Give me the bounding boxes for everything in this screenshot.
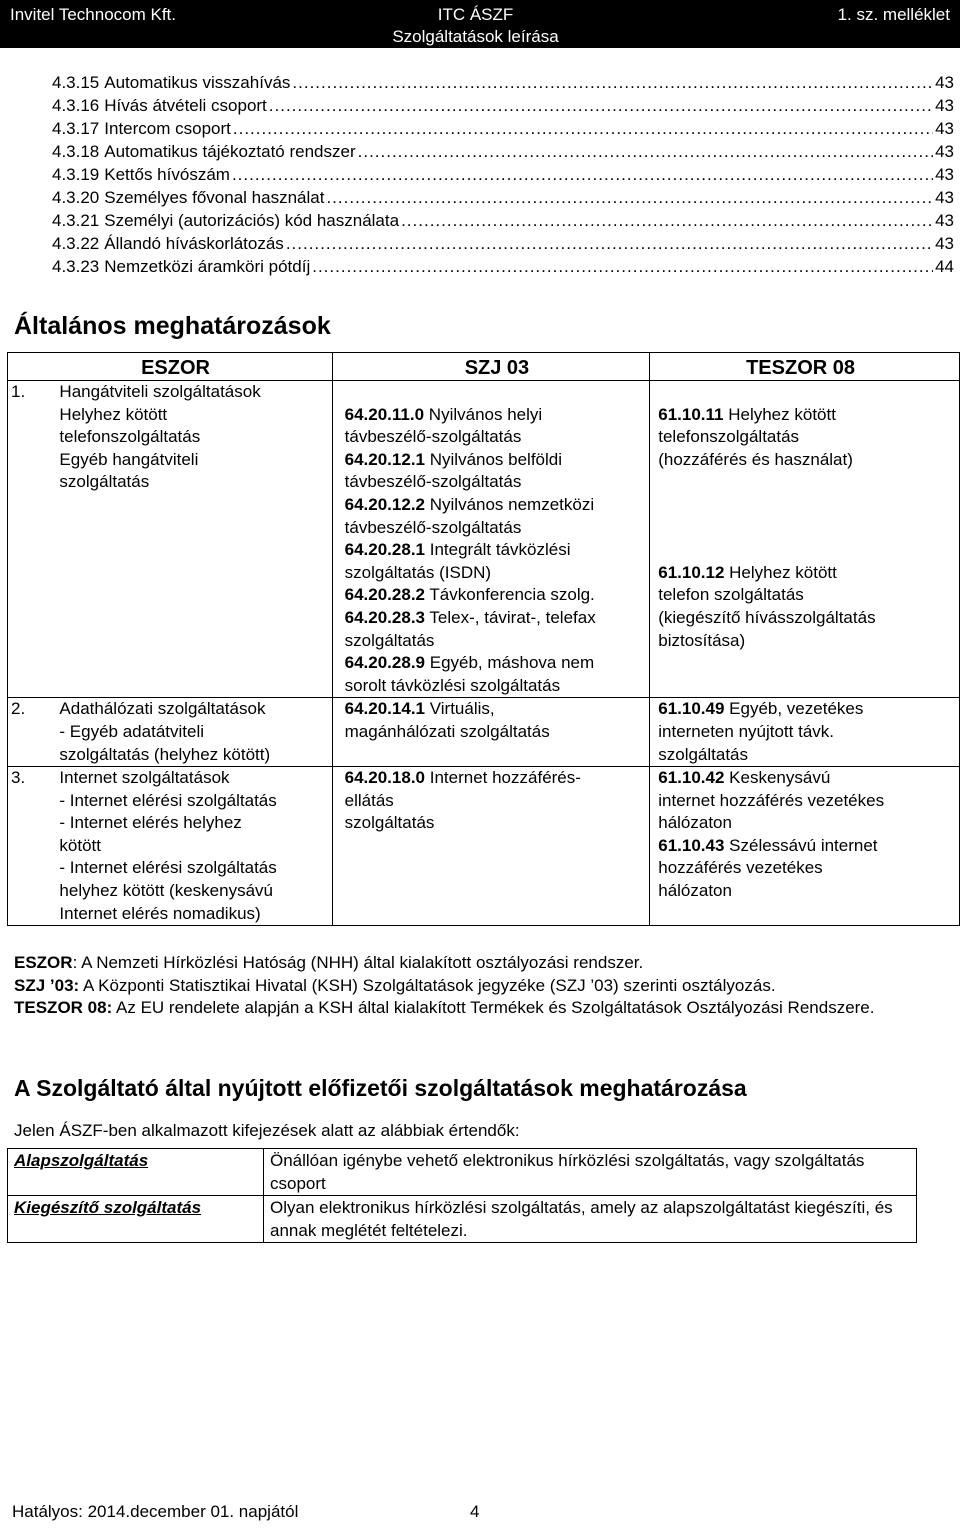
szj-code: 64.20.28.3 <box>344 607 425 627</box>
szj-code: 64.20.28.9 <box>344 653 425 673</box>
row-number: 1. <box>8 381 58 698</box>
szj-text: Nyilvános nemzetközi <box>429 494 595 514</box>
footer-page-number: 4 <box>470 1502 480 1521</box>
teszor-cell <box>650 767 960 926</box>
szj-cell <box>332 767 650 926</box>
szj-text-cont: sorolt távközlési szolgáltatás <box>344 675 561 695</box>
toc-entry[interactable] <box>52 141 954 164</box>
toc-page: 43 <box>935 142 954 161</box>
teszor-text-cont: internet hozzáférés vezetékes <box>658 790 885 810</box>
szj-entry <box>345 607 650 630</box>
toc-title: Személyi (autorizációs) kód használata <box>104 211 400 230</box>
szj-entry <box>345 652 650 675</box>
teszor-text: Egyéb, vezetékes <box>729 699 864 719</box>
toc-num: 4.3.16 <box>52 96 100 115</box>
toc-leader <box>232 164 933 186</box>
teszor-text-cont: (kiegészítő hívásszolgáltatás <box>658 607 876 627</box>
note-eszor <box>14 952 954 975</box>
teszor-text-cont: telefon szolgáltatás <box>658 585 804 605</box>
szj-text: Virtuális, <box>429 699 495 719</box>
toc-entry[interactable] <box>52 187 954 210</box>
toc-title: Hívás átvételi csoport <box>104 96 267 115</box>
eszor-line: kötött <box>59 835 102 855</box>
toc-page: 43 <box>935 96 954 115</box>
szj-code: 64.20.12.2 <box>344 494 425 514</box>
szj-text-cont: szolgáltatás <box>344 813 435 833</box>
toc-leader <box>233 118 933 140</box>
eszor-line: helyhez kötött (keskenysávú <box>59 881 273 901</box>
eszor-line: telefonszolgáltatás <box>59 427 201 447</box>
term-definition: Olyan elektronikus hírközlési szolgáltatás, amely az alapszolgáltatást kiegészíti, és annak meglétét feltételezi. <box>264 1196 917 1243</box>
toc-entry[interactable] <box>52 95 954 118</box>
toc-entry[interactable] <box>52 118 954 141</box>
teszor-text: Szélessávú internet <box>729 835 878 855</box>
toc-title: Állandó híváskorlátozás <box>104 234 284 253</box>
eszor-line: Helyhez kötött <box>59 404 168 424</box>
toc-entry[interactable] <box>52 72 954 95</box>
terms-table <box>7 1148 917 1243</box>
eszor-line: - Egyéb adatátviteli <box>59 721 205 741</box>
terms-intro: Jelen ÁSZF-ben alkalmazott kifejezések alatt az alábbiak értendők: <box>14 1121 520 1140</box>
teszor-text-cont: telefonszolgáltatás <box>658 427 800 447</box>
teszor-text-cont: hálózaton <box>658 881 732 901</box>
term-name: Kiegészítő szolgáltatás <box>8 1196 264 1243</box>
toc-leader <box>401 210 933 232</box>
teszor-entry <box>658 404 959 427</box>
szj-code: 64.20.28.1 <box>344 540 425 560</box>
szj-text: Nyilvános belföldi <box>429 449 563 469</box>
note-szj <box>14 975 954 998</box>
toc-page: 43 <box>935 211 954 230</box>
eszor-title: Adathálózati szolgáltatások <box>59 699 266 719</box>
toc-leader <box>326 187 933 209</box>
toc-title: Személyes fővonal használat <box>104 188 325 207</box>
table-row <box>8 698 960 767</box>
note-term: ESZOR <box>14 953 73 972</box>
table-row <box>8 767 960 926</box>
toc-entry[interactable] <box>52 256 954 279</box>
header-eszor: ESZOR <box>57 353 332 381</box>
page-footer <box>12 1501 480 1523</box>
toc-leader <box>286 233 933 255</box>
szj-entry <box>345 698 650 721</box>
toc-leader <box>312 256 933 278</box>
teszor-entry <box>658 562 959 585</box>
section-heading-general-definitions: Általános meghatározások <box>14 312 331 340</box>
teszor-entry <box>658 698 959 721</box>
eszor-title: Internet szolgáltatások <box>59 768 230 788</box>
table-of-contents <box>52 72 954 279</box>
szj-text: Internet hozzáférés- <box>429 768 581 788</box>
table-header-row <box>8 353 960 381</box>
szj-entry <box>345 404 650 427</box>
toc-page: 43 <box>935 73 954 92</box>
szj-code: 64.20.12.1 <box>344 449 425 469</box>
classification-table <box>7 352 960 926</box>
eszor-line: - Internet elérés helyhez <box>59 813 242 833</box>
eszor-line: Egyéb hangátviteli <box>59 449 199 469</box>
teszor-entry <box>658 767 959 790</box>
teszor-text-cont: szolgáltatás <box>658 744 749 764</box>
page-header <box>0 0 960 48</box>
note-text: : A Nemzeti Hírközlési Hatóság (NHH) által kialakított osztályozási rendszer. <box>72 953 644 972</box>
teszor-code: 61.10.12 <box>658 562 725 582</box>
eszor-cell <box>57 767 332 926</box>
szj-text-cont: távbeszélő-szolgáltatás <box>344 517 522 537</box>
header-doc-subtitle: Szolgáltatások leírása <box>392 27 559 46</box>
toc-title: Nemzetközi áramköri pótdíj <box>104 257 311 276</box>
toc-title: Kettős hívószám <box>104 165 230 184</box>
szj-entry <box>345 494 650 517</box>
term-definition: Önállóan igénybe vehető elektronikus hírközlési szolgáltatás, vagy szolgáltatás csoport <box>264 1149 917 1196</box>
header-doc-title: ITC ÁSZF <box>437 5 514 24</box>
teszor-text-cont: interneten nyújtott távk. <box>658 721 835 741</box>
note-text: Az EU rendelete alapján a KSH által kialakított Termékek és Szolgáltatások Osztályozási Rendszere. <box>112 998 875 1017</box>
section-heading-subscriber-services: A Szolgáltató által nyújtott előfizetői szolgáltatások meghatározása <box>14 1075 747 1101</box>
toc-num: 4.3.17 <box>52 119 100 138</box>
szj-text-cont: távbeszélő-szolgáltatás <box>344 472 522 492</box>
eszor-line: szolgáltatás (helyhez kötött) <box>59 744 271 764</box>
szj-entry <box>345 449 650 472</box>
toc-num: 4.3.20 <box>52 188 100 207</box>
header-company: Invitel Technocom Kft. <box>10 5 176 24</box>
header-title-block <box>388 4 563 48</box>
header-teszor: TESZOR 08 <box>650 353 960 381</box>
toc-entry[interactable] <box>52 164 954 187</box>
teszor-code: 61.10.49 <box>658 699 725 719</box>
teszor-text-cont: hozzáférés vezetékes <box>658 858 823 878</box>
term-row <box>8 1196 917 1243</box>
note-text: A Központi Statisztikai Hivatal (KSH) Szolgáltatások jegyzéke (SZJ ’03) szerinti osztályozás. <box>79 975 776 995</box>
eszor-cell <box>57 698 332 767</box>
toc-num: 4.3.18 <box>52 142 100 161</box>
term-name: Alapszolgáltatás <box>8 1149 264 1196</box>
teszor-cell <box>650 381 960 698</box>
toc-page: 43 <box>935 234 954 253</box>
teszor-text: Keskenysávú <box>729 768 831 788</box>
szj-text-cont: ellátás <box>344 790 394 810</box>
toc-leader <box>269 95 933 117</box>
toc-page: 43 <box>935 165 954 184</box>
toc-num: 4.3.23 <box>52 257 100 276</box>
row-number: 3. <box>8 767 58 926</box>
teszor-text-cont: hálózaton <box>658 813 732 833</box>
header-szj: SZJ 03 <box>332 353 650 381</box>
szj-text: Egyéb, máshova nem <box>429 653 595 673</box>
eszor-cell <box>57 381 332 698</box>
teszor-spacer <box>658 471 959 561</box>
toc-num: 4.3.22 <box>52 234 100 253</box>
szj-entry <box>345 584 650 607</box>
teszor-cell <box>650 698 960 767</box>
toc-entry[interactable] <box>52 233 954 256</box>
szj-entry <box>345 539 650 562</box>
szj-code: 64.20.28.2 <box>344 585 425 605</box>
szj-text: Integrált távközlési <box>429 540 571 560</box>
toc-leader <box>358 141 933 163</box>
szj-text-cont: szolgáltatás <box>344 630 435 650</box>
note-term: SZJ ’03: <box>14 975 80 995</box>
eszor-title: Hangátviteli szolgáltatások <box>59 382 261 401</box>
szj-text-cont: magánhálózati szolgáltatás <box>344 721 550 741</box>
toc-leader <box>292 72 933 94</box>
szj-text-cont: szolgáltatás (ISDN) <box>344 562 492 582</box>
szj-entry <box>345 767 650 790</box>
eszor-line: - Internet elérési szolgáltatás <box>59 858 277 878</box>
szj-text: Távkonferencia szolg. <box>429 585 595 605</box>
szj-code: 64.20.18.0 <box>344 768 425 788</box>
teszor-code: 61.10.11 <box>658 404 724 424</box>
row-number: 2. <box>8 698 58 767</box>
teszor-text: Helyhez kötött <box>729 562 837 582</box>
szj-code: 64.20.11.0 <box>344 404 425 424</box>
toc-num: 4.3.19 <box>52 165 100 184</box>
eszor-line: - Internet elérési szolgáltatás <box>59 790 277 810</box>
eszor-line: Internet elérés nomadikus) <box>59 903 261 923</box>
toc-page: 43 <box>935 119 954 138</box>
classification-notes <box>14 952 954 1020</box>
szj-cell <box>332 698 650 767</box>
header-attachment: 1. sz. melléklet <box>837 5 950 24</box>
toc-title: Automatikus tájékoztató rendszer <box>104 142 356 161</box>
header-empty-cell <box>8 353 58 381</box>
szj-text: Telex-, távirat-, telefax <box>429 607 596 627</box>
teszor-text-cont: (hozzáférés és használat) <box>658 449 853 469</box>
teszor-code: 61.10.42 <box>658 768 725 788</box>
teszor-code: 61.10.43 <box>658 835 725 855</box>
toc-num: 4.3.21 <box>52 211 100 230</box>
table-row <box>8 381 960 698</box>
toc-num: 4.3.15 <box>52 73 100 92</box>
footer-validity: Hatályos: 2014.december 01. napjától <box>12 1502 299 1521</box>
term-row <box>8 1149 917 1196</box>
szj-text-cont: távbeszélő-szolgáltatás <box>344 427 522 447</box>
teszor-text-cont: biztosítása) <box>658 630 746 650</box>
szj-cell <box>332 381 650 698</box>
toc-entry[interactable] <box>52 210 954 233</box>
toc-page: 44 <box>935 257 954 276</box>
eszor-line: szolgáltatás <box>59 472 150 492</box>
teszor-entry <box>658 835 959 858</box>
note-teszor <box>14 997 954 1020</box>
szj-text: Nyilvános helyi <box>428 404 543 424</box>
teszor-text: Helyhez kötött <box>728 404 836 424</box>
toc-title: Intercom csoport <box>104 119 231 138</box>
note-term: TESZOR 08: <box>14 998 113 1017</box>
toc-page: 43 <box>935 188 954 207</box>
szj-code: 64.20.14.1 <box>344 699 425 719</box>
toc-title: Automatikus visszahívás <box>104 73 291 92</box>
